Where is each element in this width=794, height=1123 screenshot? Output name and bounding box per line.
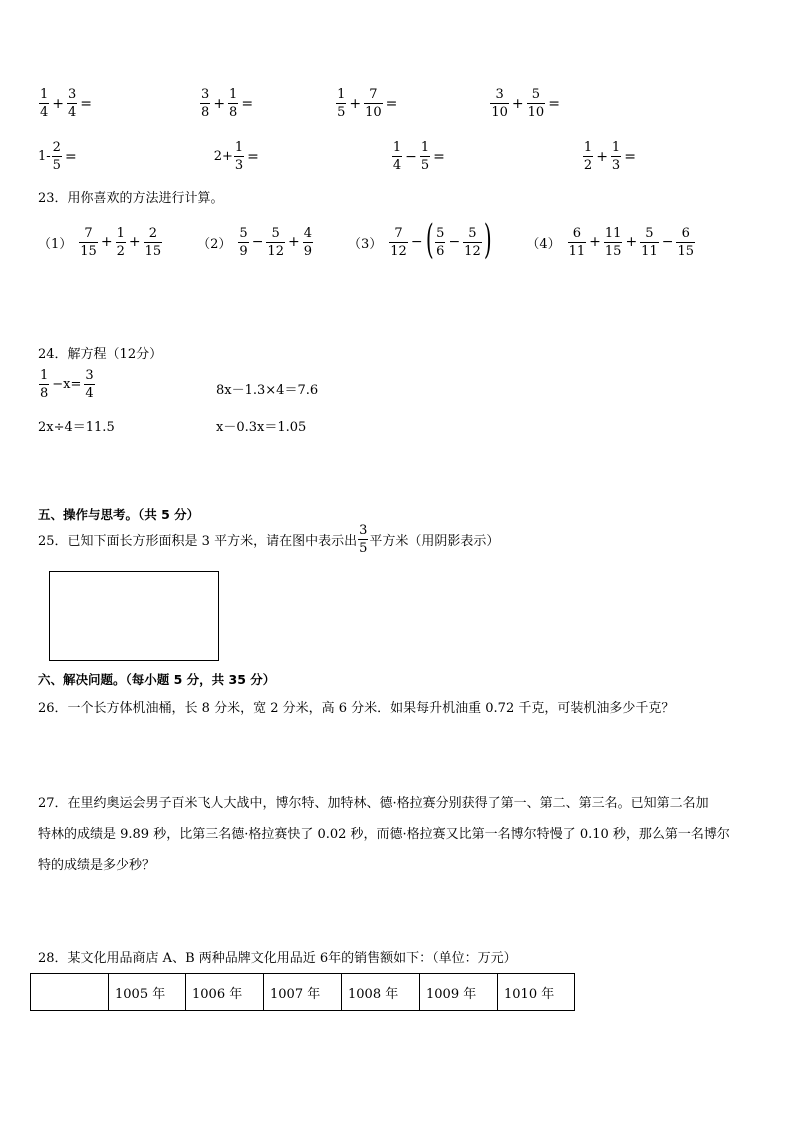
denominator: 3 — [234, 158, 244, 173]
denominator: 8 — [201, 105, 210, 120]
numerator: 1 — [116, 225, 125, 241]
table-header-cell — [31, 974, 109, 1011]
denominator: 15 — [80, 243, 97, 259]
fraction — [144, 227, 163, 258]
fraction — [389, 227, 408, 258]
equals-sign: = — [247, 148, 259, 165]
fraction-expression — [199, 88, 255, 119]
numerator: 1 — [40, 87, 49, 102]
denominator: 4 — [392, 158, 402, 173]
numerator: 5 — [271, 225, 280, 241]
denominator: 2 — [583, 158, 593, 173]
numerator: 5 — [468, 225, 477, 241]
denominator: 10 — [527, 105, 545, 120]
fraction-expression — [38, 141, 79, 172]
operator: + — [128, 234, 141, 250]
section6-title: 六、解决问题。（每小题 5 分，共 35 分） — [38, 672, 276, 687]
denominator: 12 — [464, 243, 481, 259]
equals-sign: = — [548, 95, 560, 112]
fraction — [200, 88, 210, 119]
q24-eq4: x－0.3x＝1.05 — [216, 420, 307, 435]
item-label: （3） — [347, 236, 383, 252]
fraction-expression — [489, 88, 562, 119]
lead-term: 2+ — [213, 149, 233, 164]
numerator: 5 — [531, 87, 541, 102]
denominator: 15 — [604, 243, 622, 259]
equals-sign: = — [80, 95, 93, 112]
fraction — [228, 88, 238, 119]
equals-sign: = — [433, 148, 445, 165]
section5-title: 五、操作与思考。（共 5 分） — [38, 507, 200, 522]
fraction-row-2 — [38, 141, 738, 172]
numerator: 1 — [337, 87, 346, 102]
fraction — [39, 88, 49, 119]
q23-item — [347, 217, 492, 263]
table-header-cell: 1009 年 — [420, 974, 498, 1011]
fraction — [234, 141, 244, 172]
fraction — [266, 227, 285, 258]
lead-term: 1- — [38, 149, 51, 164]
operator: + — [213, 95, 226, 112]
rectangle-figure[interactable] — [49, 571, 219, 661]
q27-line2: 特林的成绩是 9.89 秒，比第三名德·格拉赛快了 0.02 秒，而德·格拉赛又比第一名博尔特慢了 0.10 秒，那么第一名博尔 — [38, 827, 730, 842]
numerator: 3 — [495, 87, 504, 102]
right-paren: ) — [483, 217, 492, 263]
numerator: 3 — [201, 87, 210, 102]
fraction — [420, 141, 430, 172]
equals-sign: = — [624, 148, 636, 165]
operator: + — [52, 95, 65, 112]
denominator: 5 — [420, 158, 430, 173]
q24-title: 24．解方程（12分） — [38, 347, 163, 362]
table-header-cell: 1006 年 — [186, 974, 264, 1011]
denominator: 2 — [116, 243, 125, 259]
eq1-mid: −x= — [52, 377, 82, 392]
numerator: 1 — [583, 140, 593, 155]
numerator: 5 — [436, 225, 445, 241]
denominator: 4 — [68, 105, 77, 120]
left-paren: ( — [425, 217, 434, 263]
numerator: 3 — [68, 87, 77, 102]
q25-text: 25．已知下面长方形面积是 3 平方米，请在图中表示出 $\frac{3}{5}$ 平方米（用阴影表示） — [38, 523, 500, 556]
numerator: 7 — [394, 225, 403, 241]
numerator: 7 — [369, 87, 378, 102]
denominator: 4 — [40, 105, 49, 120]
fraction-expression — [214, 141, 261, 172]
fraction — [336, 88, 346, 119]
numerator: 1 — [392, 140, 402, 155]
numerator: 4 — [303, 225, 312, 241]
item-label: （2） — [197, 236, 232, 252]
operator: − — [410, 234, 423, 250]
q24-eq1 — [38, 369, 96, 400]
q23-title: 23．用你喜欢的方法进行计算。 — [38, 191, 224, 206]
fraction — [364, 88, 383, 119]
fraction-expression — [335, 88, 399, 119]
numerator: 2 — [148, 225, 157, 241]
numerator: 1 — [420, 140, 430, 155]
fraction-expression — [38, 88, 94, 119]
denominator: 15 — [677, 243, 694, 259]
operator: + — [511, 95, 524, 112]
fraction — [490, 88, 509, 119]
fraction — [238, 227, 248, 258]
operator: − — [405, 148, 417, 165]
table-header-row — [31, 974, 575, 1011]
fraction-expression — [391, 141, 447, 172]
q28-text: 28．某文化用品商店 A、B 两种品牌文化用品近 6年的销售额如下：（单位：万元） — [38, 951, 517, 966]
operator: + — [625, 234, 638, 250]
q24-eq3: 2x÷4＝11.5 — [38, 420, 115, 435]
q23-item — [197, 227, 314, 258]
numerator: 7 — [84, 225, 93, 241]
fraction — [116, 227, 126, 258]
fraction — [611, 141, 621, 172]
sales-table — [30, 973, 575, 1011]
fraction — [463, 227, 482, 258]
equals-sign: = — [64, 148, 77, 165]
numerator: 5 — [239, 225, 248, 241]
eq1-frac-a: $\frac{1}{8}$ — [40, 368, 49, 401]
numerator: 1 — [611, 140, 621, 155]
denominator: 10 — [491, 105, 508, 120]
fraction — [527, 88, 546, 119]
fraction — [67, 88, 77, 119]
q23-items — [38, 217, 696, 263]
operator: − — [448, 234, 461, 250]
fraction — [568, 227, 587, 258]
fraction — [604, 227, 623, 258]
table-header-cell: 1007 年 — [264, 974, 342, 1011]
operator: + — [349, 95, 362, 112]
table-header-cell: 1005 年 — [109, 974, 186, 1011]
q24-eq2: 8x－1.3×4＝7.6 — [216, 383, 319, 398]
numerator: 2 — [52, 140, 61, 155]
denominator: 12 — [267, 243, 284, 259]
q23-item — [38, 227, 163, 258]
table-header-cell: 1010 年 — [498, 974, 575, 1011]
denominator: 5 — [337, 105, 346, 120]
numerator: 6 — [572, 225, 582, 241]
q27-line1: 27．在里约奥运会男子百米飞人大战中，博尔特、加特林、德·格拉赛分别获得了第一、第二、第三名。已知第二名加 — [38, 796, 709, 811]
denominator: 12 — [390, 243, 407, 259]
fraction — [676, 227, 695, 258]
fraction — [640, 227, 659, 258]
denominator: 3 — [611, 158, 621, 173]
fraction — [303, 227, 313, 258]
operator: + — [100, 234, 113, 250]
item-label: （1） — [38, 236, 73, 252]
numerator: 1 — [234, 140, 244, 155]
denominator: 9 — [303, 243, 312, 259]
denominator: 11 — [568, 243, 586, 259]
table-header-cell: 1008 年 — [342, 974, 420, 1011]
numerator: 5 — [645, 225, 654, 241]
q26-text: 26．一个长方体机油桶，长 8 分米，宽 2 分米，高 6 分米．如果每升机油重 0.72 千克，可装机油多少千克？ — [38, 701, 675, 716]
operator: + — [596, 148, 608, 165]
denominator: 11 — [641, 243, 658, 259]
q27-line3: 特的成绩是多少秒？ — [38, 858, 156, 873]
fraction — [583, 141, 593, 172]
q25-frac: $\frac{3}{5}$ — [359, 523, 368, 556]
fraction — [52, 141, 62, 172]
numerator: 6 — [681, 225, 690, 241]
equals-sign: = — [385, 95, 398, 112]
operator: − — [661, 234, 674, 250]
equals-sign: = — [241, 95, 254, 112]
numerator: 1 — [229, 87, 238, 102]
denominator: 10 — [365, 105, 382, 120]
fraction — [79, 227, 98, 258]
q23-item — [526, 227, 696, 258]
operator: + — [287, 234, 300, 250]
item-label: （4） — [526, 236, 561, 252]
denominator: 8 — [229, 105, 238, 120]
denominator: 6 — [436, 243, 445, 259]
operator: − — [251, 234, 264, 250]
eq1-frac-b: $\frac{3}{4}$ — [85, 368, 94, 401]
denominator: 5 — [52, 158, 61, 173]
operator: + — [589, 234, 601, 250]
denominator: 9 — [239, 243, 248, 259]
fraction — [435, 227, 445, 258]
fraction-row-1 — [38, 88, 642, 119]
fraction — [392, 141, 402, 172]
denominator: 15 — [144, 243, 162, 259]
fraction-expression — [582, 141, 638, 172]
numerator: 11 — [604, 225, 622, 241]
